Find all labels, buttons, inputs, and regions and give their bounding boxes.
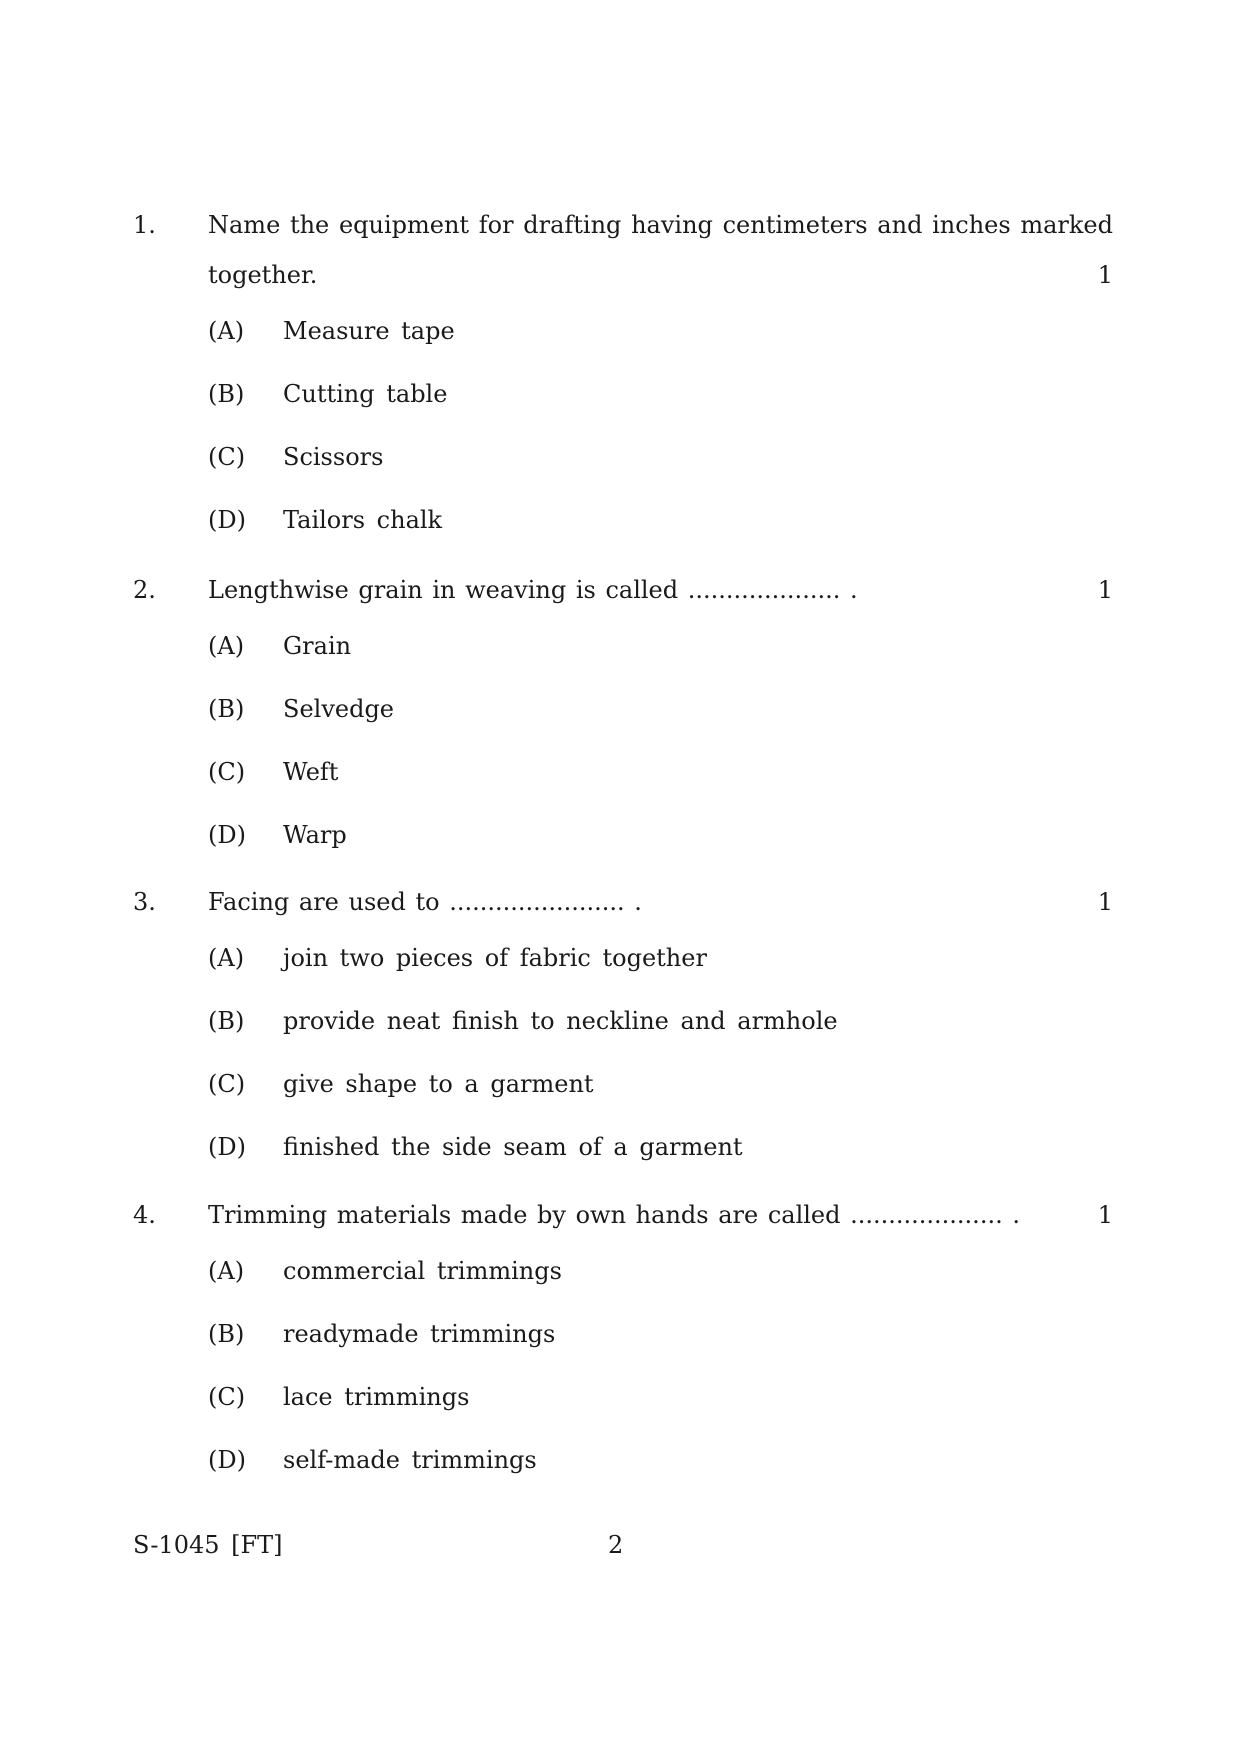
option-c xyxy=(133,741,1113,804)
option-d xyxy=(133,489,1113,552)
option-d xyxy=(133,804,1113,867)
option-text: Grain xyxy=(283,632,352,660)
option-d xyxy=(133,1429,1113,1492)
option-letter: (A) xyxy=(208,944,245,972)
question-row xyxy=(133,1190,1113,1240)
option-text: finished the side seam of a garment xyxy=(283,1133,743,1161)
option-letter: (B) xyxy=(208,695,245,723)
option-letter: (C) xyxy=(208,1383,246,1411)
question-row xyxy=(133,877,1113,927)
option-b xyxy=(133,363,1113,426)
option-letter: (A) xyxy=(208,317,245,345)
option-a xyxy=(133,615,1113,678)
option-letter: (A) xyxy=(208,1257,245,1285)
question-text: Name the equipment for drafting having centimeters and inches marked xyxy=(208,211,1113,239)
option-text: provide neat finish to neckline and armhole xyxy=(283,1007,838,1035)
question-marks: 1 xyxy=(1097,261,1113,289)
option-text: Warp xyxy=(283,821,347,849)
option-text: commercial trimmings xyxy=(283,1257,562,1285)
question-text: Facing are used to ....................... . xyxy=(208,888,642,916)
question-number: 3. xyxy=(133,888,156,916)
option-d xyxy=(133,1116,1113,1179)
option-letter: (B) xyxy=(208,380,245,408)
option-text: Weft xyxy=(283,758,339,786)
question-marks: 1 xyxy=(1097,576,1113,604)
question-marks: 1 xyxy=(1097,888,1113,916)
question-number: 4. xyxy=(133,1201,156,1229)
option-text: join two pieces of fabric together xyxy=(283,944,707,972)
question-3 xyxy=(133,877,1113,1179)
option-letter: (C) xyxy=(208,443,246,471)
question-text-continued: together. xyxy=(208,261,318,289)
question-row xyxy=(133,200,1113,250)
question-1 xyxy=(133,200,1113,552)
option-letter: (A) xyxy=(208,632,245,660)
option-b xyxy=(133,990,1113,1053)
question-text: Trimming materials made by own hands are called .................... . xyxy=(208,1201,1020,1229)
question-number: 1. xyxy=(133,211,156,239)
option-text: give shape to a garment xyxy=(283,1070,594,1098)
option-text: self-made trimmings xyxy=(283,1446,537,1474)
option-a xyxy=(133,1240,1113,1303)
question-marks: 1 xyxy=(1097,1201,1113,1229)
option-letter: (B) xyxy=(208,1320,245,1348)
option-letter: (D) xyxy=(208,821,246,849)
option-text: Measure tape xyxy=(283,317,455,345)
paper-code: S-1045 [FT] xyxy=(133,1531,283,1559)
option-text: Scissors xyxy=(283,443,384,471)
option-letter: (D) xyxy=(208,1446,246,1474)
page-number: 2 xyxy=(608,1531,624,1559)
option-letter: (B) xyxy=(208,1007,245,1035)
option-text: readymade trimmings xyxy=(283,1320,556,1348)
option-b xyxy=(133,678,1113,741)
option-letter: (D) xyxy=(208,1133,246,1161)
question-number: 2. xyxy=(133,576,156,604)
option-c xyxy=(133,426,1113,489)
question-text: Lengthwise grain in weaving is called .................... . xyxy=(208,576,858,604)
question-4 xyxy=(133,1190,1113,1492)
page-footer xyxy=(133,1525,1113,1565)
option-a xyxy=(133,927,1113,990)
option-letter: (D) xyxy=(208,506,246,534)
option-text: Cutting table xyxy=(283,380,448,408)
option-a xyxy=(133,300,1113,363)
option-letter: (C) xyxy=(208,758,246,786)
option-letter: (C) xyxy=(208,1070,246,1098)
option-c xyxy=(133,1366,1113,1429)
question-row xyxy=(133,565,1113,615)
option-b xyxy=(133,1303,1113,1366)
question-row xyxy=(133,250,1113,300)
option-c xyxy=(133,1053,1113,1116)
option-text: Tailors chalk xyxy=(283,506,443,534)
question-2 xyxy=(133,565,1113,867)
option-text: Selvedge xyxy=(283,695,395,723)
option-text: lace trimmings xyxy=(283,1383,470,1411)
